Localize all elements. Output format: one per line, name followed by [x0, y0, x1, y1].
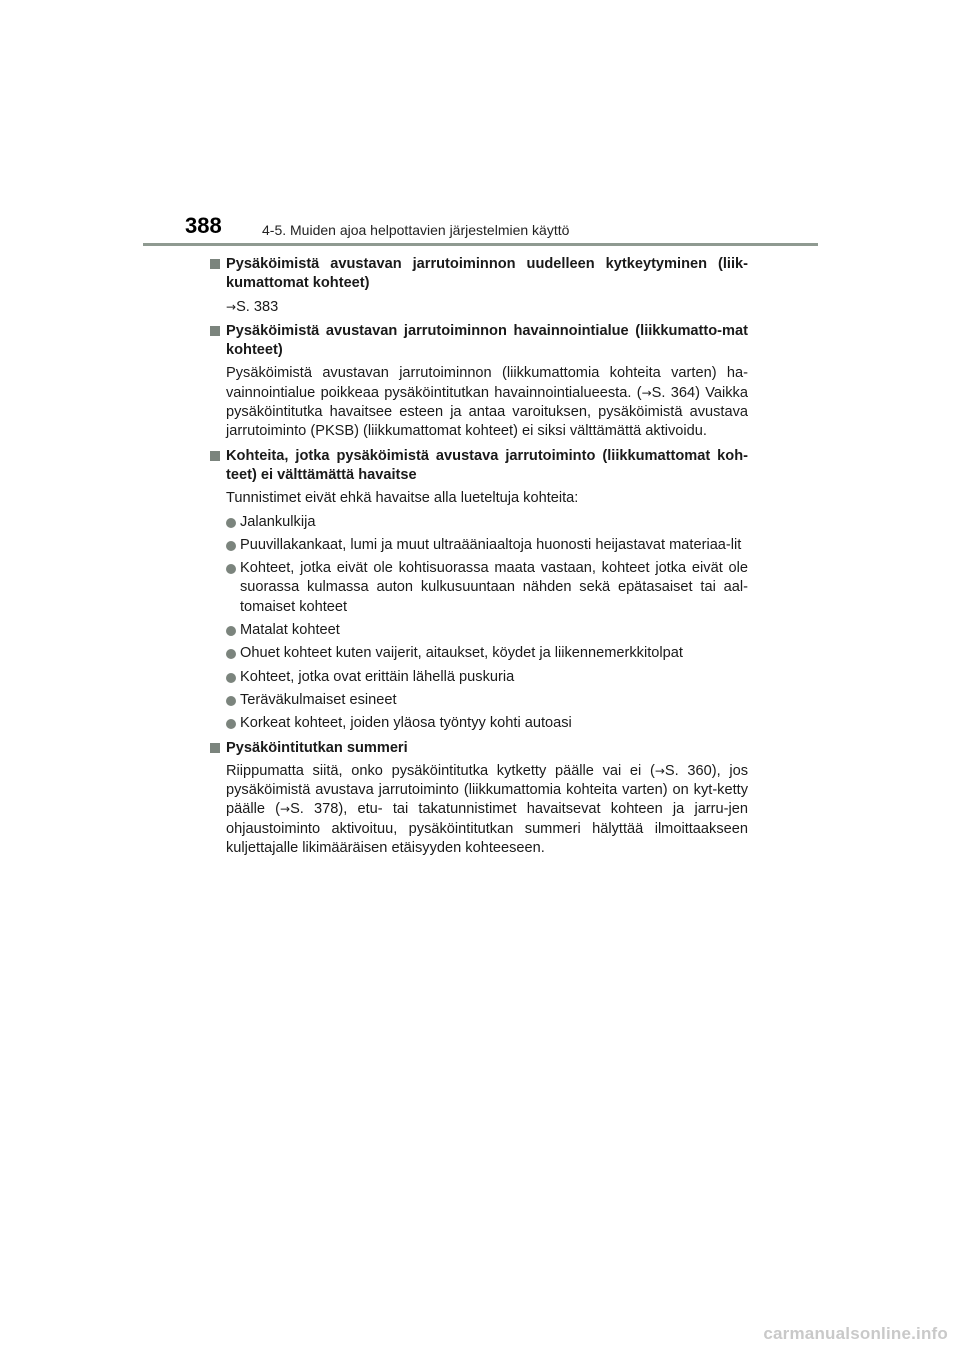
page-content: [210, 255, 748, 863]
round-bullet-icon: [226, 518, 236, 528]
square-bullet-icon: [210, 451, 220, 461]
chapter-title: 4-5. Muiden ajoa helpottavien järjestelmien käyttö: [262, 222, 570, 238]
section-reactivation: [210, 255, 748, 317]
paragraph: Pysäköimistä avustavan jarrutoiminnon (liikkumattomia kohteita varten) ha-vainnointialue poikkeaa pysäköintitutkan havainnointialueesta. (→S. 364) Vaikka pysäköintitutka havaitsee esteen ja antaa varoituksen, pysäköimistä avustava jarrutoiminto (PKSB) (liikkumattomat kohteet) ei siksi välttämättä aktivoidu.: [226, 365, 748, 440]
list-item: Korkeat kohteet, joiden yläosa työntyy kohti autoasi: [226, 714, 748, 733]
page-reference[interactable]: S. 364: [651, 384, 696, 401]
page-number: 388: [185, 213, 222, 238]
paragraph: Riippumatta siitä, onko pysäköintitutka kytketty päälle vai ei (→S. 360), jos pysäköimistä avustava jarrutoiminto (liikkumattomia kohteita varten) on kyt-ketty päälle (→S. 378), etu- tai takatunnistimet havaitsevat kohteen ja jarru-jen ohjaustoiminto aktivoituu, pysäköintitutkan summeri hälyttää ilmoittaakseen kuljettajalle likimääräisen etäisyyden kohteeseen.: [226, 762, 748, 857]
round-bullet-icon: [226, 673, 236, 683]
round-bullet-icon: [226, 626, 236, 636]
list-item: Ohuet kohteet kuten vaijerit, aitaukset, köydet ja liikennemerkkitolpat: [226, 644, 748, 663]
list-item: Puuvillakankaat, lumi ja muut ultraääniaaltoja huonosti heijastavat materiaa-lit: [226, 536, 748, 555]
square-bullet-icon: [210, 743, 220, 753]
section-heading: Pysäköintitutkan summeri: [210, 739, 748, 758]
round-bullet-icon: [226, 541, 236, 551]
arrow-right-icon: →: [641, 385, 652, 400]
section-body: [210, 364, 748, 441]
list-item: Matalat kohteet: [226, 621, 748, 640]
round-bullet-icon: [226, 696, 236, 706]
section-intro: Tunnistimet eivät ehkä havaitse alla lueteltuja kohteita:: [226, 490, 579, 507]
section-undetectable-objects: [210, 447, 748, 734]
round-bullet-icon: [226, 649, 236, 659]
section-body: [210, 762, 748, 858]
bullet-list: [210, 513, 748, 734]
list-item: Jalankulkija: [226, 513, 748, 532]
page-reference[interactable]: →S. 383: [226, 298, 279, 315]
square-bullet-icon: [210, 259, 220, 269]
list-item: Kohteet, jotka ovat erittäin lähellä puskuria: [226, 668, 748, 687]
arrow-right-icon: →: [654, 763, 665, 778]
section-heading: Pysäköimistä avustavan jarrutoiminnon havainnointialue (liikkumatto-mat kohteet): [210, 322, 748, 361]
page-reference[interactable]: S. 360: [664, 762, 712, 779]
section-buzzer: [210, 739, 748, 859]
section-heading: Pysäköimistä avustavan jarrutoiminnon uudelleen kytkeytyminen (liik-kumattomat kohteet): [210, 255, 748, 294]
section-detection-area: [210, 322, 748, 442]
list-item: Teräväkulmaiset esineet: [226, 691, 748, 710]
page-reference[interactable]: S. 378: [290, 801, 339, 818]
square-bullet-icon: [210, 326, 220, 336]
section-heading: Kohteita, jotka pysäköimistä avustava jarrutoiminto (liikkumattomat koh-teet) ei välttämättä havaitse: [210, 447, 748, 486]
arrow-right-icon: →: [280, 802, 291, 817]
arrow-right-icon: →: [226, 299, 237, 314]
header-divider: [143, 243, 818, 246]
list-item: Kohteet, jotka eivät ole kohtisuorassa maata vastaan, kohteet jotka eivät ole suorassa kulmassa auton kulkusuuntaan nähden sekä epätasaiset tai aal-tomaiset kohteet: [226, 559, 748, 617]
round-bullet-icon: [226, 719, 236, 729]
watermark: carmanualsonline.info: [763, 1324, 948, 1343]
round-bullet-icon: [226, 564, 236, 574]
